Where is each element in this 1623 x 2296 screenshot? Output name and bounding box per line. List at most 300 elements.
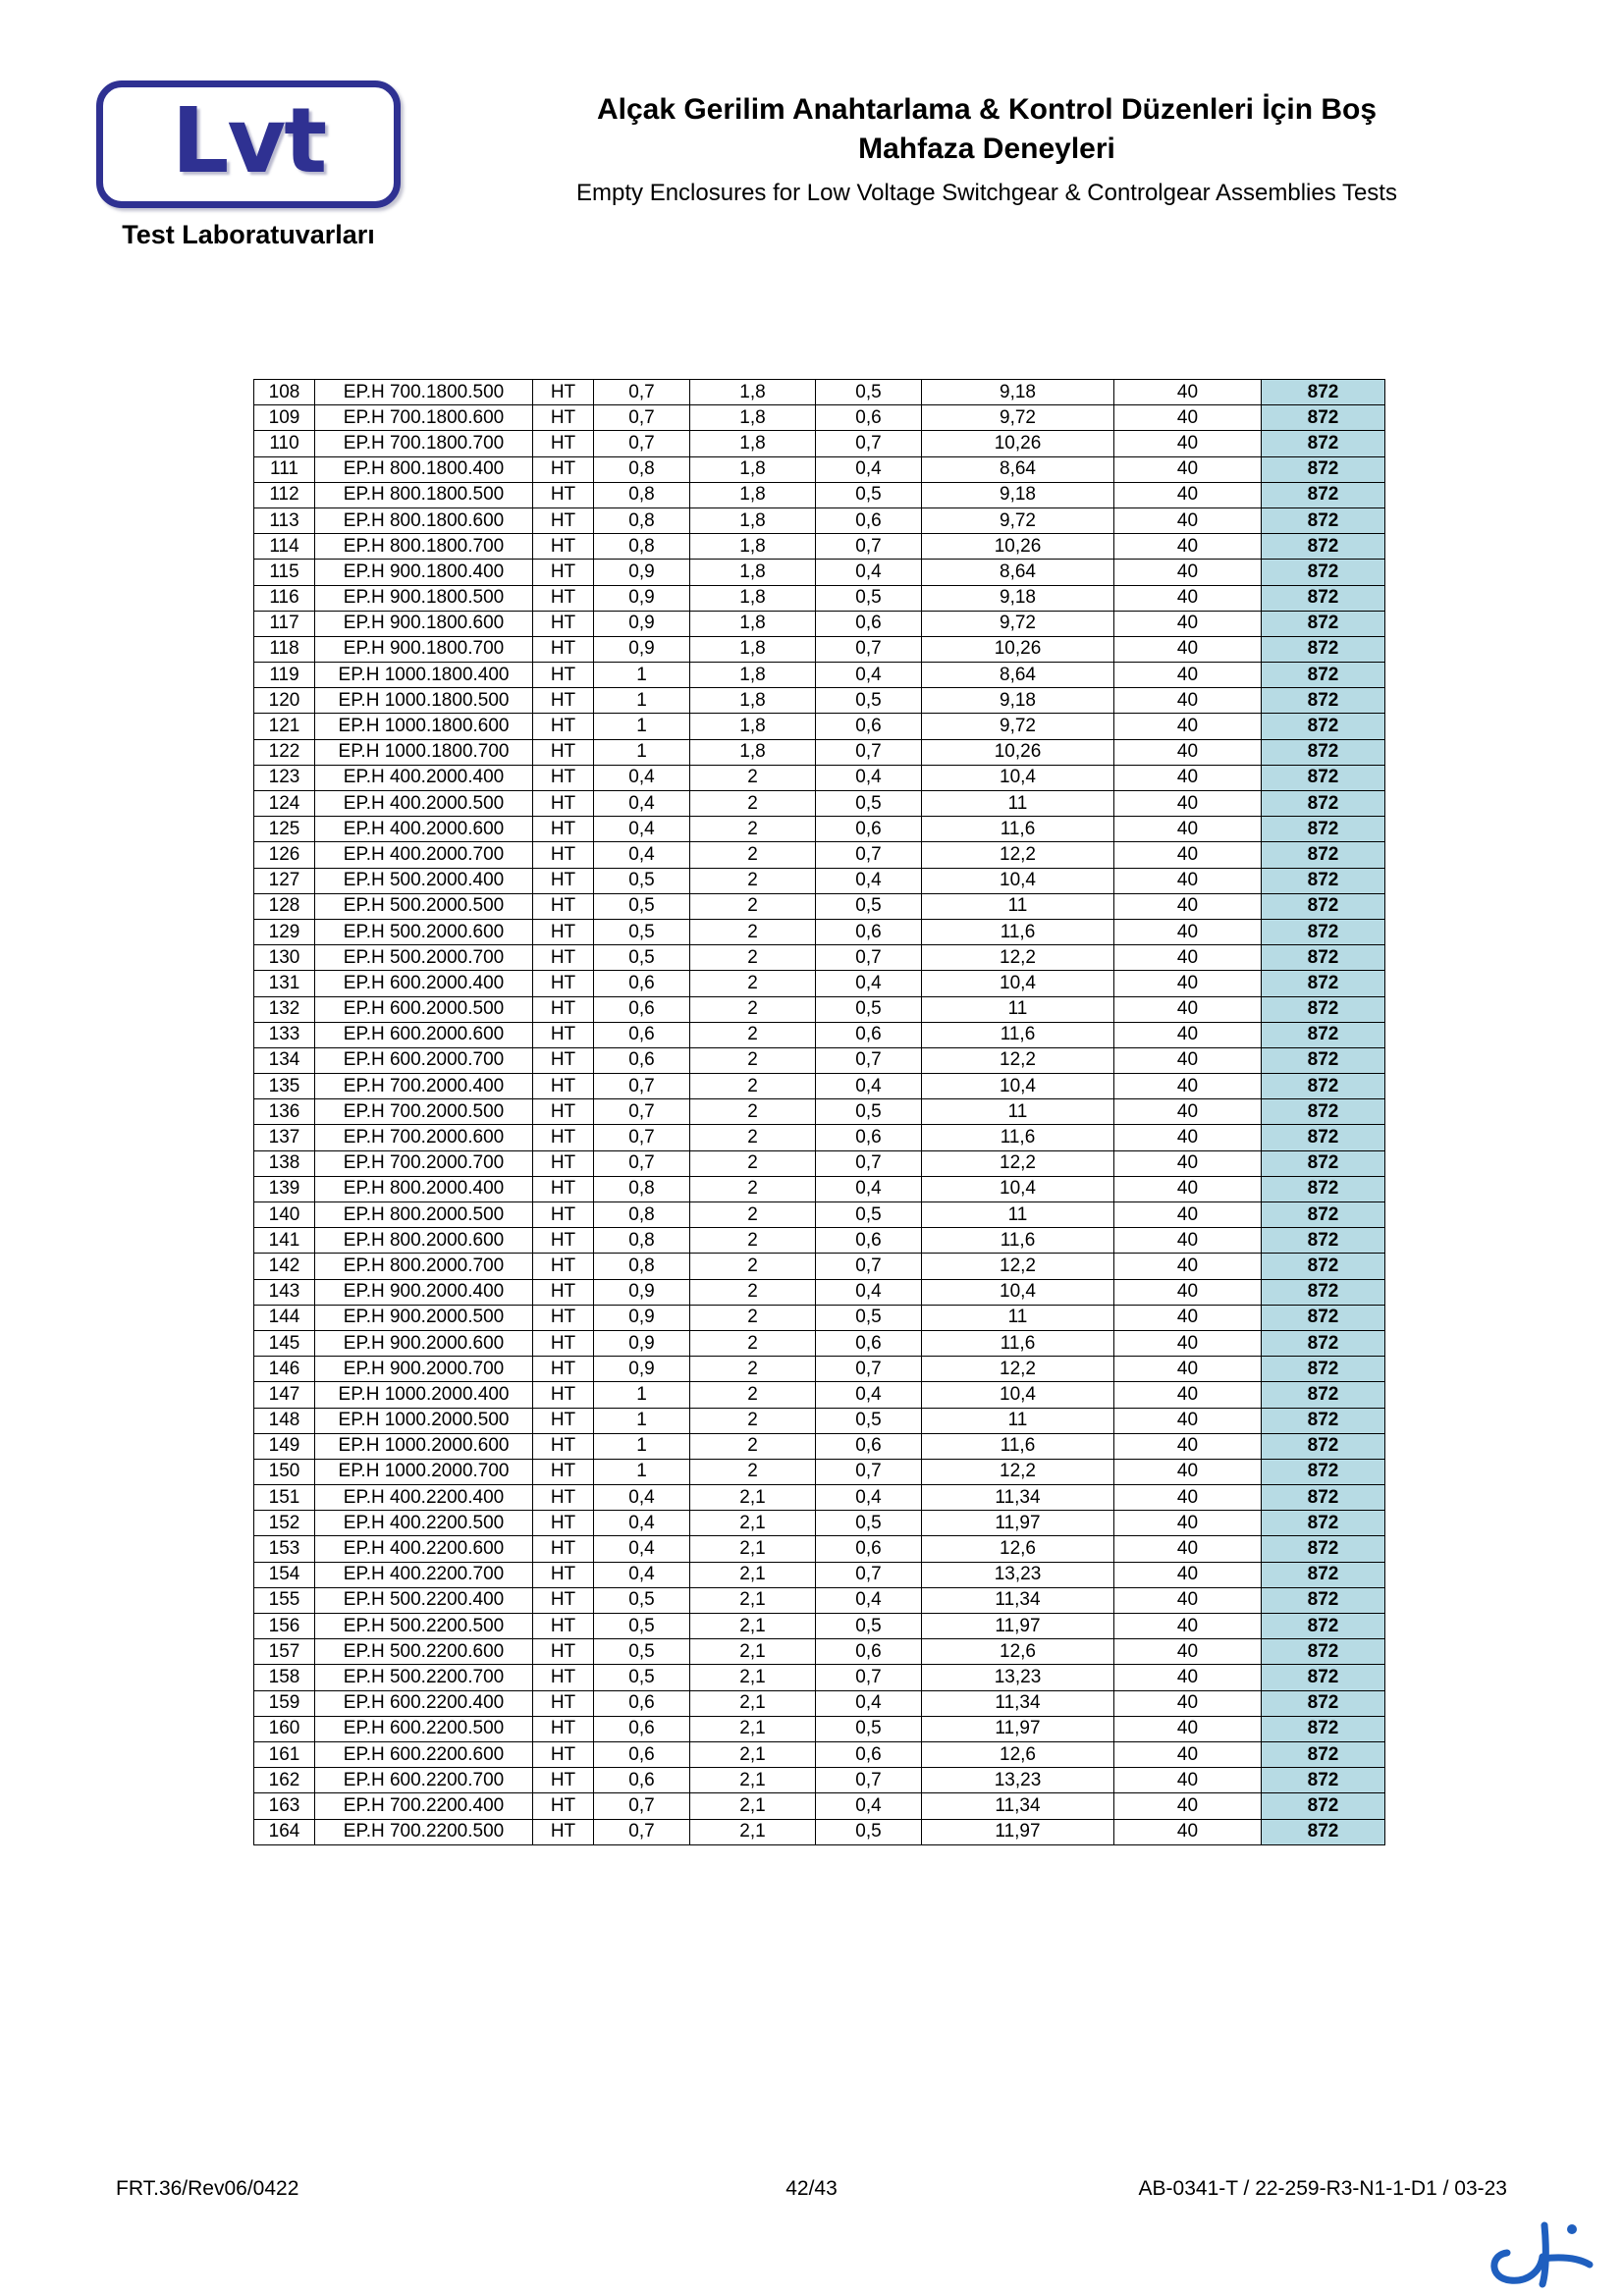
table-cell: HT xyxy=(533,1202,594,1228)
table-cell: 0,4 xyxy=(594,842,690,868)
table-cell: 11,6 xyxy=(922,1022,1114,1047)
table-cell: 2 xyxy=(690,1150,816,1176)
table-cell: 113 xyxy=(254,507,315,533)
table-cell: 40 xyxy=(1114,842,1262,868)
table-cell: 872 xyxy=(1262,1022,1385,1047)
table-cell: 0,7 xyxy=(594,431,690,456)
table-cell: 127 xyxy=(254,868,315,893)
table-cell: HT xyxy=(533,1433,594,1459)
table-cell: 40 xyxy=(1114,1074,1262,1099)
table-row xyxy=(254,507,1385,533)
table-cell: 11 xyxy=(922,1408,1114,1433)
table-cell: 40 xyxy=(1114,1614,1262,1639)
table-cell: HT xyxy=(533,585,594,611)
table-cell: 0,5 xyxy=(594,1639,690,1665)
table-cell: 872 xyxy=(1262,431,1385,456)
table-cell: EP.H 600.2200.500 xyxy=(315,1716,533,1741)
table-cell: EP.H 600.2200.700 xyxy=(315,1768,533,1793)
table-cell: 0,6 xyxy=(816,1022,922,1047)
table-cell: 11,6 xyxy=(922,1125,1114,1150)
table-cell: EP.H 600.2000.700 xyxy=(315,1047,533,1073)
table-cell: 0,9 xyxy=(594,1330,690,1356)
table-cell: EP.H 700.2200.400 xyxy=(315,1793,533,1819)
table-cell: 872 xyxy=(1262,1459,1385,1484)
table-cell: 872 xyxy=(1262,1099,1385,1125)
table-cell: 11 xyxy=(922,893,1114,919)
table-cell: 0,6 xyxy=(816,1433,922,1459)
table-cell: 10,26 xyxy=(922,739,1114,765)
table-cell: 872 xyxy=(1262,1074,1385,1099)
table-cell: 0,5 xyxy=(594,893,690,919)
table-cell: 0,4 xyxy=(816,868,922,893)
table-cell: 144 xyxy=(254,1305,315,1330)
table-cell: HT xyxy=(533,1639,594,1665)
table-cell: 9,72 xyxy=(922,507,1114,533)
table-cell: 140 xyxy=(254,1202,315,1228)
table-cell: 0,7 xyxy=(816,431,922,456)
table-cell: 0,4 xyxy=(816,1587,922,1613)
table-cell: HT xyxy=(533,1357,594,1382)
table-cell: 0,6 xyxy=(594,1022,690,1047)
table-cell: HT xyxy=(533,1690,594,1716)
table-cell: 2 xyxy=(690,791,816,817)
table-cell: 10,26 xyxy=(922,431,1114,456)
table-cell: HT xyxy=(533,1408,594,1433)
table-cell: 152 xyxy=(254,1511,315,1536)
table-cell: 40 xyxy=(1114,791,1262,817)
table-cell: 40 xyxy=(1114,585,1262,611)
table-cell: 40 xyxy=(1114,1485,1262,1511)
table-row xyxy=(254,1202,1385,1228)
table-cell: 2 xyxy=(690,945,816,971)
document-title-block xyxy=(422,90,1551,208)
table-cell: 0,6 xyxy=(594,1690,690,1716)
table-cell: EP.H 1000.2000.500 xyxy=(315,1408,533,1433)
table-cell: 872 xyxy=(1262,996,1385,1022)
table-row xyxy=(254,1382,1385,1408)
table-cell: 0,7 xyxy=(816,945,922,971)
table-row xyxy=(254,893,1385,919)
table-cell: 1 xyxy=(594,714,690,739)
table-cell: HT xyxy=(533,380,594,405)
table-cell: EP.H 800.1800.700 xyxy=(315,534,533,560)
table-cell: 0,5 xyxy=(594,1614,690,1639)
table-cell: 117 xyxy=(254,611,315,636)
table-cell: EP.H 700.2000.500 xyxy=(315,1099,533,1125)
footer-form-code: FRT.36/Rev06/0422 xyxy=(116,2177,299,2200)
table-cell: 0,6 xyxy=(816,714,922,739)
table-cell: 0,5 xyxy=(816,1408,922,1433)
table-cell: 0,9 xyxy=(594,560,690,585)
table-cell: 40 xyxy=(1114,1202,1262,1228)
table-cell: 8,64 xyxy=(922,560,1114,585)
table-cell: 0,5 xyxy=(816,996,922,1022)
table-row xyxy=(254,817,1385,842)
table-cell: HT xyxy=(533,714,594,739)
table-cell: 10,4 xyxy=(922,1074,1114,1099)
table-cell: 145 xyxy=(254,1330,315,1356)
table-cell: 0,5 xyxy=(594,945,690,971)
table-cell: 164 xyxy=(254,1819,315,1844)
table-cell: 0,5 xyxy=(594,919,690,944)
table-cell: EP.H 800.2000.600 xyxy=(315,1228,533,1254)
table-cell: 1,8 xyxy=(690,688,816,714)
table-cell: 0,7 xyxy=(816,1562,922,1587)
table-cell: 40 xyxy=(1114,1176,1262,1201)
table-row xyxy=(254,1741,1385,1767)
table-row xyxy=(254,405,1385,431)
table-cell: 40 xyxy=(1114,996,1262,1022)
table-cell: EP.H 900.1800.600 xyxy=(315,611,533,636)
table-cell: EP.H 900.1800.500 xyxy=(315,585,533,611)
table-cell: 40 xyxy=(1114,971,1262,996)
table-cell: 131 xyxy=(254,971,315,996)
table-cell: HT xyxy=(533,560,594,585)
table-cell: 872 xyxy=(1262,893,1385,919)
table-cell: 2 xyxy=(690,1357,816,1382)
table-cell: 2 xyxy=(690,1330,816,1356)
table-cell: 872 xyxy=(1262,534,1385,560)
table-cell: HT xyxy=(533,1125,594,1150)
table-cell: 1 xyxy=(594,1408,690,1433)
table-cell: 11,6 xyxy=(922,919,1114,944)
table-cell: 40 xyxy=(1114,893,1262,919)
table-cell: HT xyxy=(533,1741,594,1767)
table-cell: 872 xyxy=(1262,1793,1385,1819)
table-cell: 11,34 xyxy=(922,1793,1114,1819)
table-cell: 12,2 xyxy=(922,1047,1114,1073)
table-cell: 872 xyxy=(1262,1382,1385,1408)
table-cell: 137 xyxy=(254,1125,315,1150)
table-cell: 0,7 xyxy=(816,1357,922,1382)
table-cell: 1 xyxy=(594,663,690,688)
table-row xyxy=(254,560,1385,585)
table-cell: 1,8 xyxy=(690,663,816,688)
table-cell: 40 xyxy=(1114,482,1262,507)
table-cell: 112 xyxy=(254,482,315,507)
table-cell: 0,5 xyxy=(816,1202,922,1228)
table-cell: 872 xyxy=(1262,1614,1385,1639)
table-row xyxy=(254,1459,1385,1484)
table-cell: 40 xyxy=(1114,431,1262,456)
table-cell: 872 xyxy=(1262,1357,1385,1382)
table-cell: 40 xyxy=(1114,688,1262,714)
table-cell: HT xyxy=(533,1150,594,1176)
table-cell: HT xyxy=(533,1074,594,1099)
table-cell: 0,7 xyxy=(816,636,922,662)
table-cell: 2,1 xyxy=(690,1793,816,1819)
table-cell: HT xyxy=(533,1459,594,1484)
table-cell: 2 xyxy=(690,996,816,1022)
page-footer xyxy=(0,2177,1623,2216)
table-cell: 2,1 xyxy=(690,1716,816,1741)
table-cell: 872 xyxy=(1262,1150,1385,1176)
table-cell: 149 xyxy=(254,1433,315,1459)
table-body xyxy=(254,380,1385,1845)
table-cell: 2 xyxy=(690,868,816,893)
table-cell: EP.H 800.2000.500 xyxy=(315,1202,533,1228)
table-cell: 872 xyxy=(1262,1536,1385,1562)
table-cell: 11,97 xyxy=(922,1819,1114,1844)
table-cell: 11,34 xyxy=(922,1587,1114,1613)
table-row xyxy=(254,1176,1385,1201)
table-cell: 2 xyxy=(690,1176,816,1201)
table-cell: 0,6 xyxy=(816,919,922,944)
table-row xyxy=(254,868,1385,893)
table-cell: 40 xyxy=(1114,1511,1262,1536)
table-cell: EP.H 1000.2000.400 xyxy=(315,1382,533,1408)
table-cell: EP.H 500.2200.600 xyxy=(315,1639,533,1665)
table-cell: HT xyxy=(533,405,594,431)
table-cell: 0,5 xyxy=(816,1099,922,1125)
table-cell: 40 xyxy=(1114,1305,1262,1330)
table-cell: EP.H 600.2000.600 xyxy=(315,1022,533,1047)
table-cell: 2 xyxy=(690,1099,816,1125)
table-cell: HT xyxy=(533,1562,594,1587)
table-cell: HT xyxy=(533,1254,594,1279)
table-cell: 10,4 xyxy=(922,1382,1114,1408)
table-row xyxy=(254,1433,1385,1459)
table-cell: 1,8 xyxy=(690,611,816,636)
table-cell: EP.H 900.1800.400 xyxy=(315,560,533,585)
table-cell: 0,7 xyxy=(594,1125,690,1150)
table-cell: 2,1 xyxy=(690,1639,816,1665)
table-cell: 0,4 xyxy=(816,765,922,790)
table-cell: 0,7 xyxy=(816,1459,922,1484)
table-cell: HT xyxy=(533,1279,594,1305)
table-cell: EP.H 800.1800.400 xyxy=(315,456,533,482)
table-cell: 2,1 xyxy=(690,1511,816,1536)
table-row xyxy=(254,1279,1385,1305)
table-cell: 2 xyxy=(690,1459,816,1484)
table-cell: 40 xyxy=(1114,560,1262,585)
table-cell: HT xyxy=(533,431,594,456)
results-table-wrapper xyxy=(253,379,1384,1845)
table-cell: 0,4 xyxy=(594,1562,690,1587)
table-cell: 872 xyxy=(1262,560,1385,585)
table-cell: 872 xyxy=(1262,1047,1385,1073)
table-cell: 12,6 xyxy=(922,1741,1114,1767)
company-logo-block xyxy=(96,80,401,250)
table-cell: 0,7 xyxy=(816,739,922,765)
table-cell: HT xyxy=(533,791,594,817)
table-row xyxy=(254,1305,1385,1330)
table-cell: 0,6 xyxy=(594,1716,690,1741)
table-cell: 0,7 xyxy=(594,1150,690,1176)
table-row xyxy=(254,739,1385,765)
table-cell: 872 xyxy=(1262,842,1385,868)
table-cell: 124 xyxy=(254,791,315,817)
footer-page-number: 42/43 xyxy=(785,2177,838,2200)
table-cell: EP.H 800.2000.400 xyxy=(315,1176,533,1201)
table-cell: 0,8 xyxy=(594,456,690,482)
table-cell: HT xyxy=(533,1382,594,1408)
table-row xyxy=(254,919,1385,944)
table-cell: 40 xyxy=(1114,1741,1262,1767)
table-cell: 0,5 xyxy=(594,1587,690,1613)
table-cell: 155 xyxy=(254,1587,315,1613)
table-cell: 1,8 xyxy=(690,560,816,585)
table-cell: 2 xyxy=(690,1202,816,1228)
table-cell: 40 xyxy=(1114,611,1262,636)
table-cell: EP.H 700.2000.400 xyxy=(315,1074,533,1099)
table-cell: 40 xyxy=(1114,1330,1262,1356)
table-cell: 139 xyxy=(254,1176,315,1201)
table-cell: 11 xyxy=(922,791,1114,817)
table-cell: 2,1 xyxy=(690,1690,816,1716)
table-row xyxy=(254,1022,1385,1047)
table-row xyxy=(254,765,1385,790)
table-cell: EP.H 500.2000.400 xyxy=(315,868,533,893)
table-row xyxy=(254,842,1385,868)
table-cell: 0,7 xyxy=(816,1150,922,1176)
table-cell: 0,4 xyxy=(594,1536,690,1562)
table-cell: 159 xyxy=(254,1690,315,1716)
table-cell: 11,6 xyxy=(922,1228,1114,1254)
table-cell: 0,8 xyxy=(594,534,690,560)
table-cell: 872 xyxy=(1262,1665,1385,1690)
table-cell: 1 xyxy=(594,688,690,714)
table-cell: 156 xyxy=(254,1614,315,1639)
table-cell: 40 xyxy=(1114,1690,1262,1716)
table-cell: 2 xyxy=(690,1408,816,1433)
table-cell: EP.H 600.2000.500 xyxy=(315,996,533,1022)
table-cell: 872 xyxy=(1262,868,1385,893)
table-cell: 0,4 xyxy=(816,1074,922,1099)
table-cell: 8,64 xyxy=(922,456,1114,482)
table-row xyxy=(254,1716,1385,1741)
table-cell: HT xyxy=(533,507,594,533)
table-cell: HT xyxy=(533,1819,594,1844)
table-row xyxy=(254,1665,1385,1690)
table-cell: 0,9 xyxy=(594,1357,690,1382)
table-row xyxy=(254,714,1385,739)
table-cell: 153 xyxy=(254,1536,315,1562)
table-cell: EP.H 400.2000.600 xyxy=(315,817,533,842)
table-cell: 135 xyxy=(254,1074,315,1099)
table-cell: 1 xyxy=(594,1382,690,1408)
table-cell: 0,5 xyxy=(816,791,922,817)
table-cell: 12,2 xyxy=(922,1254,1114,1279)
table-cell: 872 xyxy=(1262,1639,1385,1665)
table-cell: EP.H 400.2200.400 xyxy=(315,1485,533,1511)
table-cell: 872 xyxy=(1262,1202,1385,1228)
table-cell: 40 xyxy=(1114,739,1262,765)
table-cell: 872 xyxy=(1262,1511,1385,1536)
table-cell: 40 xyxy=(1114,1562,1262,1587)
table-cell: 872 xyxy=(1262,1819,1385,1844)
table-cell: 40 xyxy=(1114,1099,1262,1125)
table-cell: HT xyxy=(533,1511,594,1536)
table-cell: 0,7 xyxy=(594,1074,690,1099)
table-cell: 872 xyxy=(1262,739,1385,765)
table-cell: 0,4 xyxy=(816,1176,922,1201)
table-cell: 150 xyxy=(254,1459,315,1484)
table-cell: EP.H 700.1800.600 xyxy=(315,405,533,431)
table-cell: 40 xyxy=(1114,1150,1262,1176)
table-cell: 1,8 xyxy=(690,636,816,662)
table-cell: 2,1 xyxy=(690,1562,816,1587)
table-cell: 0,6 xyxy=(816,507,922,533)
table-cell: 130 xyxy=(254,945,315,971)
table-cell: 2 xyxy=(690,1022,816,1047)
table-cell: 40 xyxy=(1114,1047,1262,1073)
table-cell: HT xyxy=(533,1047,594,1073)
table-cell: 872 xyxy=(1262,663,1385,688)
table-cell: 9,18 xyxy=(922,585,1114,611)
table-cell: 0,6 xyxy=(816,1536,922,1562)
table-cell: 11 xyxy=(922,1099,1114,1125)
table-row xyxy=(254,1125,1385,1150)
table-cell: 1 xyxy=(594,739,690,765)
table-cell: 2 xyxy=(690,1279,816,1305)
table-cell: 1,8 xyxy=(690,482,816,507)
table-cell: 0,6 xyxy=(816,1228,922,1254)
table-cell: 0,8 xyxy=(594,1254,690,1279)
table-cell: 872 xyxy=(1262,380,1385,405)
table-row xyxy=(254,585,1385,611)
table-cell: 0,6 xyxy=(816,1741,922,1767)
table-cell: HT xyxy=(533,1485,594,1511)
table-cell: 0,6 xyxy=(816,405,922,431)
table-cell: 1 xyxy=(594,1433,690,1459)
table-cell: 118 xyxy=(254,636,315,662)
table-cell: 0,4 xyxy=(816,1382,922,1408)
table-cell: 161 xyxy=(254,1741,315,1767)
table-cell: 0,8 xyxy=(594,1202,690,1228)
table-cell: 872 xyxy=(1262,1485,1385,1511)
table-cell: HT xyxy=(533,1099,594,1125)
table-cell: 11,97 xyxy=(922,1716,1114,1741)
table-row xyxy=(254,971,1385,996)
table-cell: 872 xyxy=(1262,1279,1385,1305)
table-row xyxy=(254,1047,1385,1073)
table-cell: 40 xyxy=(1114,1357,1262,1382)
table-cell: 146 xyxy=(254,1357,315,1382)
table-cell: 872 xyxy=(1262,817,1385,842)
table-cell: 0,9 xyxy=(594,636,690,662)
table-cell: 872 xyxy=(1262,765,1385,790)
table-row xyxy=(254,534,1385,560)
table-cell: EP.H 1000.2000.600 xyxy=(315,1433,533,1459)
table-cell: 136 xyxy=(254,1099,315,1125)
table-cell: 132 xyxy=(254,996,315,1022)
table-cell: HT xyxy=(533,1305,594,1330)
table-cell: EP.H 600.2200.600 xyxy=(315,1741,533,1767)
table-cell: EP.H 400.2000.400 xyxy=(315,765,533,790)
table-cell: 2 xyxy=(690,1074,816,1099)
table-cell: 9,72 xyxy=(922,714,1114,739)
table-cell: 2,1 xyxy=(690,1741,816,1767)
table-cell: 10,26 xyxy=(922,534,1114,560)
table-cell: EP.H 500.2000.700 xyxy=(315,945,533,971)
table-row xyxy=(254,1614,1385,1639)
table-cell: 11,97 xyxy=(922,1511,1114,1536)
table-cell: 125 xyxy=(254,817,315,842)
table-cell: 0,6 xyxy=(816,1125,922,1150)
table-cell: 872 xyxy=(1262,482,1385,507)
table-cell: 12,2 xyxy=(922,842,1114,868)
table-row xyxy=(254,1074,1385,1099)
table-cell: 2 xyxy=(690,1382,816,1408)
table-cell: 40 xyxy=(1114,1022,1262,1047)
table-cell: 872 xyxy=(1262,456,1385,482)
table-cell: 40 xyxy=(1114,636,1262,662)
table-cell: EP.H 400.2000.500 xyxy=(315,791,533,817)
table-cell: 0,9 xyxy=(594,611,690,636)
table-cell: 1,8 xyxy=(690,714,816,739)
table-cell: 40 xyxy=(1114,1587,1262,1613)
